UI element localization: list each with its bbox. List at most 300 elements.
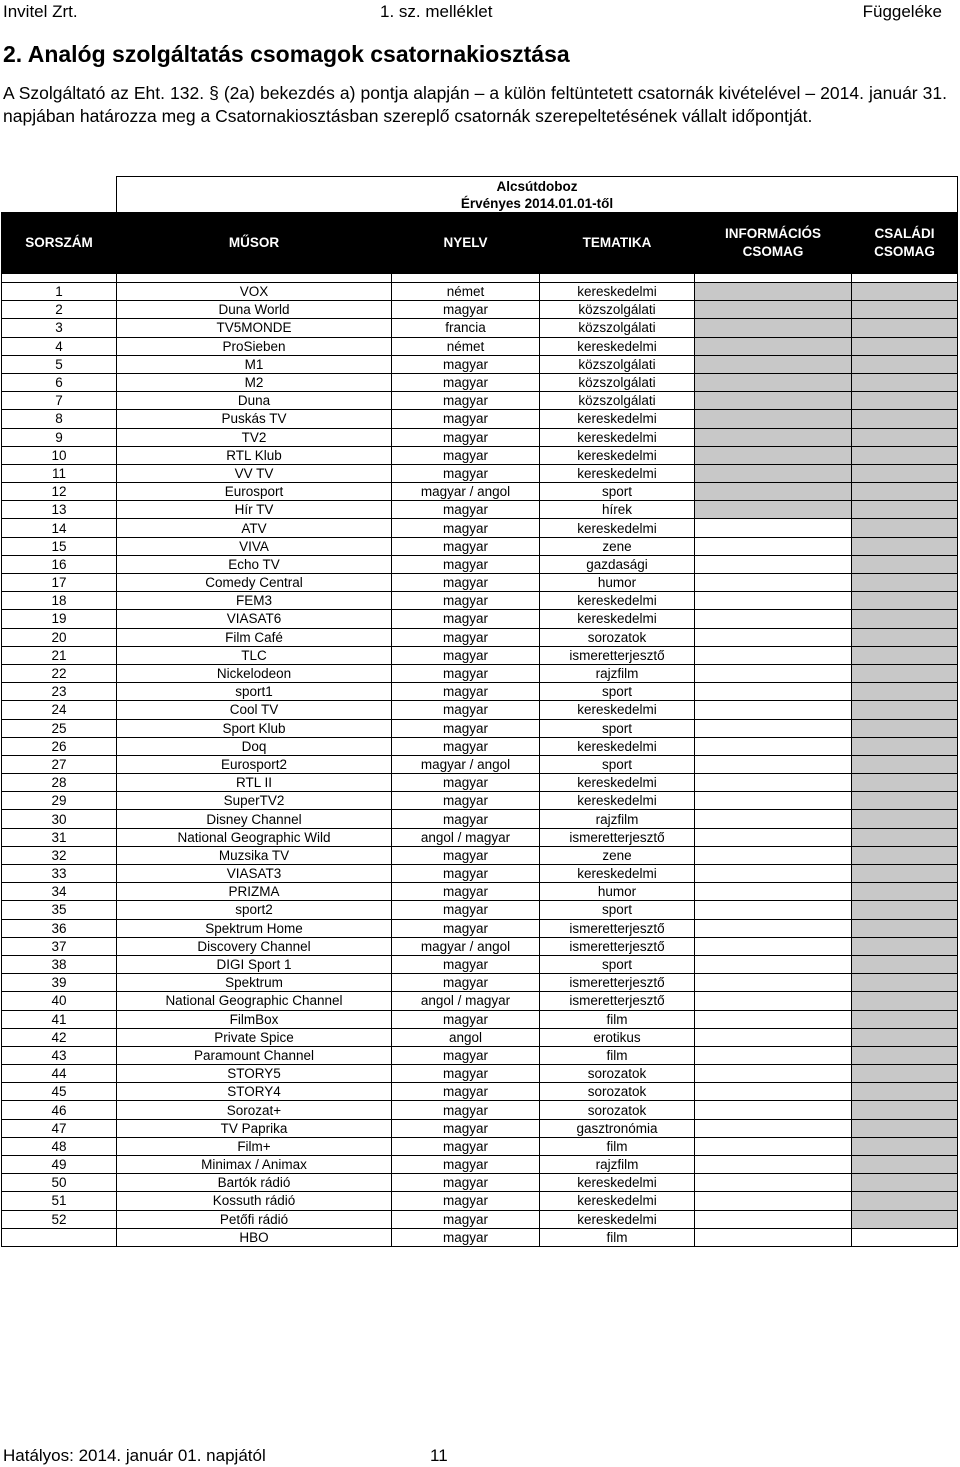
family-pkg-cell (852, 974, 958, 992)
table-row (2, 937, 958, 955)
table-row (2, 792, 958, 810)
info-pkg-cell (695, 574, 852, 592)
table-row (2, 555, 958, 573)
row-theme: közszolgálati (540, 355, 695, 373)
row-show: DIGI Sport 1 (117, 955, 392, 973)
row-num: 35 (2, 901, 117, 919)
family-pkg-cell (852, 555, 958, 573)
table-row (2, 319, 958, 337)
table-row (2, 883, 958, 901)
row-lang: magyar (392, 410, 540, 428)
row-theme: kereskedelmi (540, 865, 695, 883)
row-theme: sport (540, 683, 695, 701)
row-lang: német (392, 337, 540, 355)
row-show: Minimax / Animax (117, 1156, 392, 1174)
table-row (2, 755, 958, 773)
info-pkg-cell (695, 646, 852, 664)
row-lang: magyar (392, 683, 540, 701)
col-header-num: SORSZÁM (2, 213, 117, 274)
row-show: VIVA (117, 537, 392, 555)
row-show: Sport Klub (117, 719, 392, 737)
family-pkg-cell (852, 1010, 958, 1028)
row-theme: ismeretterjesztő (540, 937, 695, 955)
info-pkg-cell (695, 428, 852, 446)
family-pkg-cell (852, 1156, 958, 1174)
row-theme: ismeretterjesztő (540, 992, 695, 1010)
row-show: Muzsika TV (117, 846, 392, 864)
info-pkg-cell (695, 1228, 852, 1246)
family-pkg-cell (852, 683, 958, 701)
row-show: Nickelodeon (117, 664, 392, 682)
col-header-theme: TEMATIKA (540, 213, 695, 274)
row-num: 33 (2, 865, 117, 883)
table-row (2, 355, 958, 373)
row-theme: ismeretterjesztő (540, 919, 695, 937)
info-pkg-cell (695, 464, 852, 482)
row-num: 38 (2, 955, 117, 973)
row-show: Duna (117, 392, 392, 410)
row-num: 32 (2, 846, 117, 864)
info-pkg-cell (695, 283, 852, 301)
table-row (2, 1174, 958, 1192)
family-pkg-cell (852, 319, 958, 337)
info-pkg-cell (695, 483, 852, 501)
family-pkg-cell (852, 1083, 958, 1101)
table-row (2, 1010, 958, 1028)
row-num: 46 (2, 1101, 117, 1119)
row-show: TLC (117, 646, 392, 664)
row-theme: sport (540, 901, 695, 919)
row-show: sport2 (117, 901, 392, 919)
table-row (2, 955, 958, 973)
row-lang: magyar (392, 355, 540, 373)
family-pkg-cell (852, 610, 958, 628)
table-row (2, 1156, 958, 1174)
family-pkg-cell (852, 574, 958, 592)
table-row (2, 992, 958, 1010)
box-valid-from: Érvényes 2014.01.01-től (460, 196, 614, 211)
family-pkg-cell (852, 1192, 958, 1210)
row-theme: film (540, 1228, 695, 1246)
page-title: 2. Analóg szolgáltatás csomagok csatornakiosztása (3, 41, 570, 67)
row-lang: magyar (392, 1065, 540, 1083)
row-num: 22 (2, 664, 117, 682)
row-lang: magyar (392, 719, 540, 737)
family-pkg-cell (852, 1065, 958, 1083)
info-pkg-cell (695, 301, 852, 319)
row-num: 30 (2, 810, 117, 828)
row-theme: kereskedelmi (540, 428, 695, 446)
row-theme: kereskedelmi (540, 1210, 695, 1228)
row-lang: magyar (392, 883, 540, 901)
row-num: 50 (2, 1174, 117, 1192)
row-theme: kereskedelmi (540, 464, 695, 482)
family-pkg-cell (852, 373, 958, 391)
row-num: 42 (2, 1028, 117, 1046)
row-lang: magyar (392, 1228, 540, 1246)
row-lang: magyar (392, 1210, 540, 1228)
row-show: STORY5 (117, 1065, 392, 1083)
info-pkg-cell (695, 1210, 852, 1228)
row-show: Eurosport (117, 483, 392, 501)
family-pkg-cell (852, 774, 958, 792)
table-row (2, 301, 958, 319)
row-show: SuperTV2 (117, 792, 392, 810)
row-theme: rajzfilm (540, 664, 695, 682)
info-pkg-cell (695, 719, 852, 737)
row-theme: hírek (540, 501, 695, 519)
header-gap-row (2, 274, 958, 283)
col-header-lang: NYELV (392, 213, 540, 274)
row-theme: kereskedelmi (540, 519, 695, 537)
row-theme: gazdasági (540, 555, 695, 573)
row-show: Echo TV (117, 555, 392, 573)
info-pkg-cell (695, 755, 852, 773)
row-lang: angol / magyar (392, 828, 540, 846)
info-pkg-cell (695, 1046, 852, 1064)
table-row (2, 574, 958, 592)
family-pkg-cell (852, 1228, 958, 1246)
info-pkg-cell (695, 1137, 852, 1155)
row-theme: film (540, 1010, 695, 1028)
row-num: 4 (2, 337, 117, 355)
info-pkg-cell (695, 883, 852, 901)
row-num: 13 (2, 501, 117, 519)
table-row (2, 1210, 958, 1228)
table-row (2, 628, 958, 646)
row-num: 20 (2, 628, 117, 646)
row-lang: magyar (392, 574, 540, 592)
row-show: Paramount Channel (117, 1046, 392, 1064)
row-num: 39 (2, 974, 117, 992)
row-lang: magyar (392, 1083, 540, 1101)
family-pkg-cell (852, 865, 958, 883)
info-pkg-cell (695, 610, 852, 628)
row-num: 34 (2, 883, 117, 901)
table-row (2, 1228, 958, 1246)
table-row (2, 664, 958, 682)
info-pkg-cell (695, 664, 852, 682)
table-row (2, 737, 958, 755)
row-show: Spektrum Home (117, 919, 392, 937)
row-lang: magyar (392, 1156, 540, 1174)
row-num: 45 (2, 1083, 117, 1101)
row-lang: magyar (392, 428, 540, 446)
row-theme: kereskedelmi (540, 792, 695, 810)
table-row (2, 865, 958, 883)
row-theme: kereskedelmi (540, 592, 695, 610)
row-num: 23 (2, 683, 117, 701)
row-show: Doq (117, 737, 392, 755)
table-row (2, 1046, 958, 1064)
row-theme: ismeretterjesztő (540, 828, 695, 846)
row-lang: francia (392, 319, 540, 337)
row-show: sport1 (117, 683, 392, 701)
row-num: 1 (2, 283, 117, 301)
row-lang: magyar (392, 1192, 540, 1210)
row-theme: sorozatok (540, 1101, 695, 1119)
row-theme: sport (540, 483, 695, 501)
info-pkg-cell (695, 592, 852, 610)
row-num: 6 (2, 373, 117, 391)
info-pkg-cell (695, 701, 852, 719)
row-theme: rajzfilm (540, 810, 695, 828)
family-pkg-cell (852, 1137, 958, 1155)
row-lang: magyar (392, 919, 540, 937)
row-theme: film (540, 1137, 695, 1155)
header-annex: 1. sz. melléklet (380, 2, 493, 21)
family-pkg-cell (852, 501, 958, 519)
info-pkg-cell (695, 1028, 852, 1046)
row-num: 7 (2, 392, 117, 410)
row-lang: magyar (392, 592, 540, 610)
row-show: HBO (117, 1228, 392, 1246)
row-num: 8 (2, 410, 117, 428)
col-header-info-pkg: INFORMÁCIÓS CSOMAG (695, 213, 852, 274)
row-theme: humor (540, 883, 695, 901)
row-num: 41 (2, 1010, 117, 1028)
row-num: 15 (2, 537, 117, 555)
row-theme: ismeretterjesztő (540, 646, 695, 664)
row-show: Spektrum (117, 974, 392, 992)
row-show: Film Café (117, 628, 392, 646)
family-pkg-cell (852, 355, 958, 373)
family-pkg-cell (852, 810, 958, 828)
family-pkg-cell (852, 901, 958, 919)
row-show: TV2 (117, 428, 392, 446)
row-show: Cool TV (117, 701, 392, 719)
row-num: 14 (2, 519, 117, 537)
row-num: 43 (2, 1046, 117, 1064)
row-show: TV Paprika (117, 1119, 392, 1137)
row-show: Puskás TV (117, 410, 392, 428)
family-pkg-cell (852, 646, 958, 664)
column-header-row (2, 213, 958, 274)
info-pkg-cell (695, 792, 852, 810)
family-pkg-cell (852, 1119, 958, 1137)
table-row (2, 519, 958, 537)
info-pkg-cell (695, 683, 852, 701)
row-show: RTL Klub (117, 446, 392, 464)
row-theme: ismeretterjesztő (540, 974, 695, 992)
row-lang: magyar (392, 701, 540, 719)
table-row (2, 683, 958, 701)
page-footer (3, 1446, 448, 1466)
row-show: Hír TV (117, 501, 392, 519)
info-pkg-cell (695, 519, 852, 537)
table-row (2, 592, 958, 610)
family-pkg-cell (852, 846, 958, 864)
box-name: Alcsútdoboz (496, 179, 578, 194)
row-num: 48 (2, 1137, 117, 1155)
family-pkg-cell (852, 992, 958, 1010)
info-pkg-cell (695, 1101, 852, 1119)
row-theme: sorozatok (540, 1065, 695, 1083)
table-row (2, 283, 958, 301)
family-pkg-cell (852, 1101, 958, 1119)
family-pkg-cell (852, 719, 958, 737)
table-row (2, 719, 958, 737)
row-show: ProSieben (117, 337, 392, 355)
info-pkg-cell (695, 337, 852, 355)
family-pkg-cell (852, 1174, 958, 1192)
row-theme: sport (540, 755, 695, 773)
row-num: 9 (2, 428, 117, 446)
row-show: Sorozat+ (117, 1101, 392, 1119)
info-pkg-cell (695, 865, 852, 883)
box-title (117, 177, 958, 213)
row-lang: magyar (392, 373, 540, 391)
row-lang: magyar (392, 737, 540, 755)
page-header (0, 2, 960, 24)
row-lang: magyar (392, 628, 540, 646)
family-pkg-cell (852, 1210, 958, 1228)
info-pkg-cell (695, 810, 852, 828)
row-lang: magyar (392, 810, 540, 828)
row-show: FEM3 (117, 592, 392, 610)
row-show: National Geographic Channel (117, 992, 392, 1010)
row-theme: kereskedelmi (540, 410, 695, 428)
footer-valid: Hatályos: 2014. január 01. napjától (3, 1446, 266, 1465)
row-show: VIASAT6 (117, 610, 392, 628)
row-lang: magyar (392, 774, 540, 792)
row-theme: kereskedelmi (540, 1192, 695, 1210)
row-num: 49 (2, 1156, 117, 1174)
row-num: 5 (2, 355, 117, 373)
row-num: 16 (2, 555, 117, 573)
info-pkg-cell (695, 1192, 852, 1210)
row-lang: magyar (392, 464, 540, 482)
row-theme: erotikus (540, 1028, 695, 1046)
family-pkg-cell (852, 392, 958, 410)
family-pkg-cell (852, 428, 958, 446)
row-theme: humor (540, 574, 695, 592)
info-pkg-cell (695, 537, 852, 555)
row-show: Kossuth rádió (117, 1192, 392, 1210)
family-pkg-cell (852, 283, 958, 301)
info-pkg-cell (695, 919, 852, 937)
table-row (2, 701, 958, 719)
row-lang: magyar (392, 1046, 540, 1064)
info-pkg-cell (695, 1065, 852, 1083)
col-header-family-pkg: CSALÁDI CSOMAG (852, 213, 958, 274)
family-pkg-cell (852, 737, 958, 755)
row-theme: sorozatok (540, 628, 695, 646)
row-num: 24 (2, 701, 117, 719)
info-pkg-cell (695, 1156, 852, 1174)
row-theme: közszolgálati (540, 392, 695, 410)
row-show: Eurosport2 (117, 755, 392, 773)
family-pkg-cell (852, 883, 958, 901)
row-theme: kereskedelmi (540, 446, 695, 464)
table-row (2, 646, 958, 664)
table-row (2, 483, 958, 501)
table-row (2, 537, 958, 555)
row-theme: zene (540, 846, 695, 864)
info-pkg-cell (695, 846, 852, 864)
row-num: 25 (2, 719, 117, 737)
row-show: FilmBox (117, 1010, 392, 1028)
row-lang: magyar (392, 392, 540, 410)
row-num: 17 (2, 574, 117, 592)
info-pkg-cell (695, 355, 852, 373)
row-lang: magyar (392, 901, 540, 919)
info-pkg-cell (695, 828, 852, 846)
row-lang: magyar (392, 646, 540, 664)
row-lang: magyar (392, 1174, 540, 1192)
table-row (2, 974, 958, 992)
family-pkg-cell (852, 1028, 958, 1046)
row-theme: közszolgálati (540, 373, 695, 391)
info-pkg-cell (695, 901, 852, 919)
row-show: Duna World (117, 301, 392, 319)
table-row (2, 610, 958, 628)
row-show: Disney Channel (117, 810, 392, 828)
row-show: National Geographic Wild (117, 828, 392, 846)
info-pkg-cell (695, 1083, 852, 1101)
family-pkg-cell (852, 701, 958, 719)
row-theme: zene (540, 537, 695, 555)
row-show: Petőfi rádió (117, 1210, 392, 1228)
row-lang: magyar (392, 501, 540, 519)
row-show: Bartók rádió (117, 1174, 392, 1192)
table-row (2, 1101, 958, 1119)
box-title-row (2, 177, 958, 213)
table-row (2, 1192, 958, 1210)
info-pkg-cell (695, 446, 852, 464)
family-pkg-cell (852, 537, 958, 555)
table-row (2, 501, 958, 519)
row-lang: magyar (392, 792, 540, 810)
family-pkg-cell (852, 664, 958, 682)
row-show: STORY4 (117, 1083, 392, 1101)
row-theme: sport (540, 719, 695, 737)
family-pkg-cell (852, 955, 958, 973)
row-show: RTL II (117, 774, 392, 792)
row-num: 47 (2, 1119, 117, 1137)
row-theme: kereskedelmi (540, 774, 695, 792)
channel-table (1, 176, 958, 1247)
table-row (2, 774, 958, 792)
family-pkg-cell (852, 937, 958, 955)
table-row (2, 846, 958, 864)
info-pkg-cell (695, 992, 852, 1010)
row-lang: magyar (392, 519, 540, 537)
row-num: 21 (2, 646, 117, 664)
table-row (2, 337, 958, 355)
row-show: VV TV (117, 464, 392, 482)
family-pkg-cell (852, 410, 958, 428)
info-pkg-cell (695, 392, 852, 410)
row-num: 26 (2, 737, 117, 755)
family-pkg-cell (852, 301, 958, 319)
row-show: TV5MONDE (117, 319, 392, 337)
table-row (2, 464, 958, 482)
row-show: Comedy Central (117, 574, 392, 592)
row-num (2, 1228, 117, 1246)
info-pkg-cell (695, 1119, 852, 1137)
info-pkg-cell (695, 373, 852, 391)
row-lang: magyar (392, 865, 540, 883)
row-show: Private Spice (117, 1028, 392, 1046)
family-pkg-cell (852, 792, 958, 810)
table-row (2, 373, 958, 391)
row-show: ATV (117, 519, 392, 537)
table-row (2, 392, 958, 410)
row-lang: magyar (392, 1010, 540, 1028)
info-pkg-cell (695, 1010, 852, 1028)
row-lang: magyar (392, 301, 540, 319)
